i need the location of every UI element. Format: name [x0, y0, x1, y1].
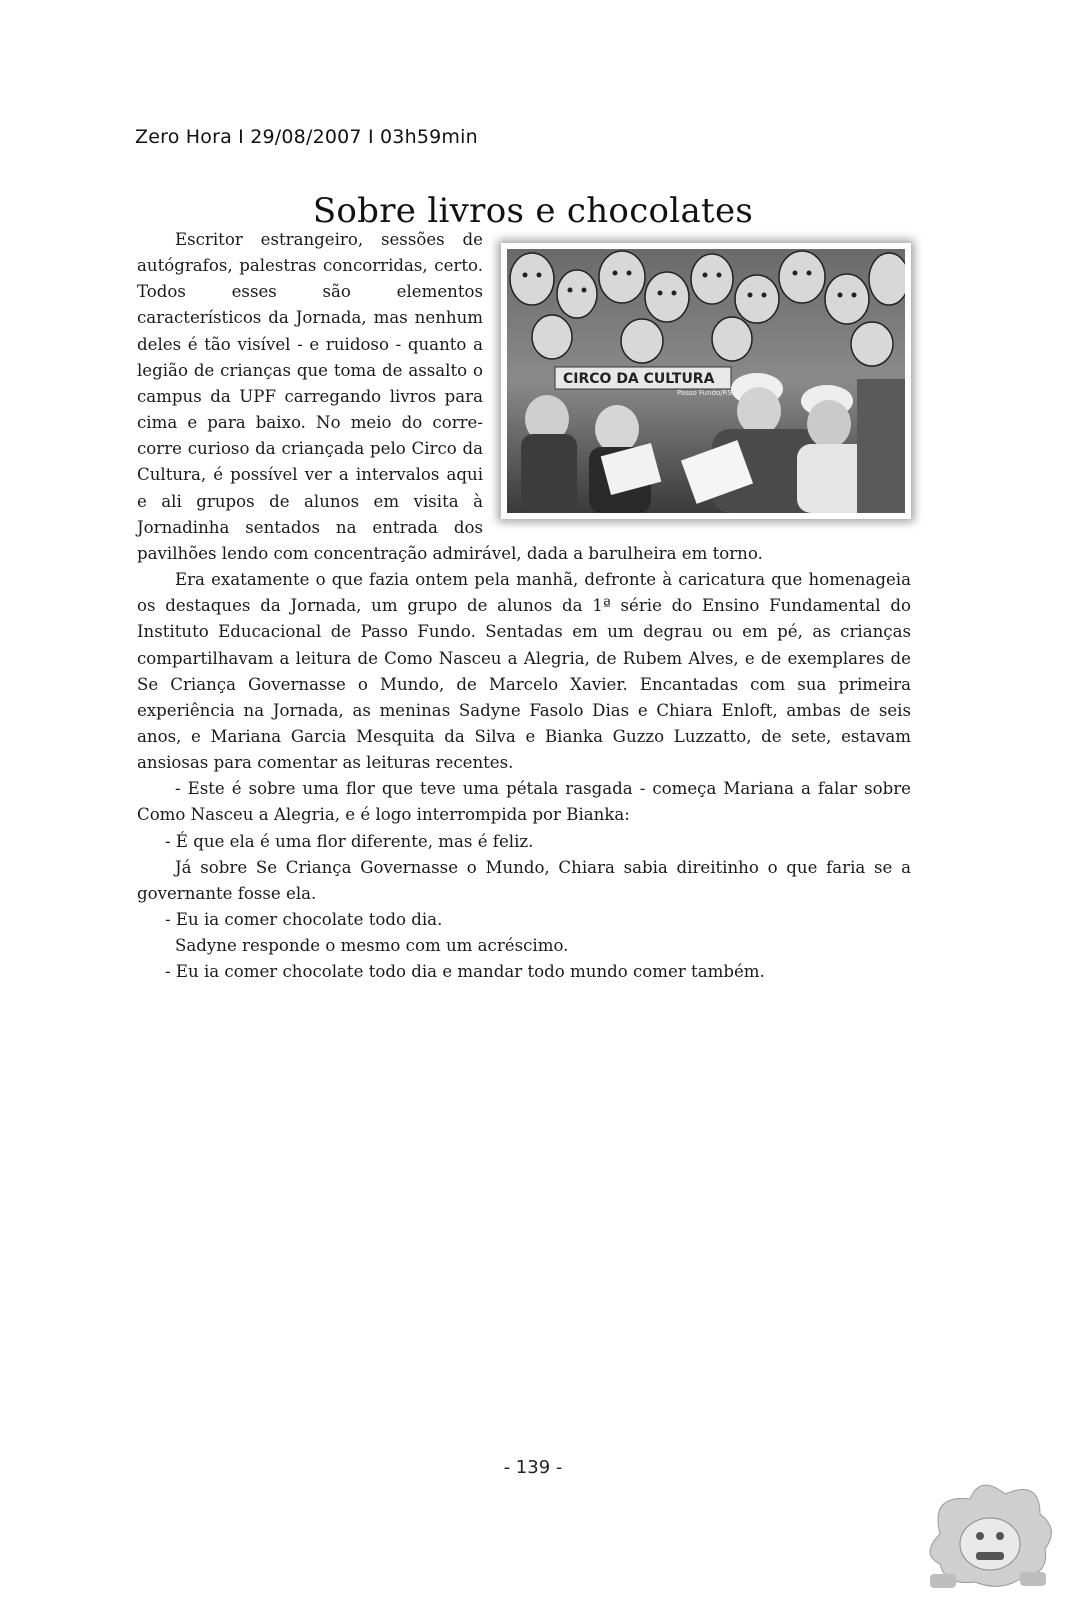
paragraph: Era exatamente o que fazia ontem pela manhã, defronte à caricatura que homenageia os destaques da Jornada, um grupo de alunos da 1ª série do Ensino Fundamental do Instituto Educacional de Passo Fundo. Sentadas em um degrau ou em pé, as crianças compartilhavam a leitura de Como Nasceu a Alegria, de Rubem Alves, e de exemplares de Se Criança Governasse o Mundo, de Marcelo Xavier. Encantadas com sua primeira experiência na Jornada, as meninas Sadyne Fasolo Dias e Chiara Enloft, ambas de seis anos, e Mariana Garcia Mesquita da Silva e Bianka Guzzo Luzzatto, de sete, estavam ansiosas para comentar as leituras recentes. — [137, 570, 911, 773]
dialogue-line: - Eu ia comer chocolate todo dia e mandar todo mundo comer também. — [165, 962, 765, 982]
mascot-illustration — [910, 1474, 1060, 1594]
photo-banner-sub: Passo Fundo/RS — [677, 389, 732, 397]
paragraph: Sadyne responde o mesmo com um acréscimo. — [175, 936, 569, 956]
article-photo — [507, 249, 905, 513]
dialogue-paragraph: - Este é sobre uma flor que teve uma pétala rasgada - começa Mariana a falar sobre Como Nasceu a Alegria, e é logo interrompida por Bianka: — [137, 779, 911, 825]
article-body — [137, 227, 911, 986]
source-line: Zero Hora I 29/08/2007 I 03h59min — [135, 126, 478, 148]
page-number: - 139 - — [503, 1457, 563, 1478]
photo-banner-text: CIRCO DA CULTURA — [563, 371, 715, 387]
dialogue-line: - Eu ia comer chocolate todo dia. — [165, 910, 443, 930]
article-title: Sobre livros e chocolates — [312, 190, 754, 231]
dialogue-line: - É que ela é uma flor diferente, mas é feliz. — [165, 831, 534, 851]
paragraph: Já sobre Se Criança Governasse o Mundo, Chiara sabia direitinho o que faria se a governante fosse ela. — [137, 857, 911, 903]
paragraph: Escritor estrangeiro, sessões de autógrafos, palestras concorridas, certo. Todos esses são elementos característicos da Jornada, mas nenhum deles é tão visível - e ruidoso - quanto a legião de crianças que toma de assalto o campus da UPF carregando livros para cima e para baixo. No meio do corre-corre curioso da criançada pelo Circo da Cultura, é possível ver a intervalos aqui e ali grupos de alunos em visita à Jornadinha sentados na entrada dos pavilhões lendo com concentração admirável, dada a barulheira em torno. — [137, 230, 763, 563]
article-photo-frame — [501, 243, 911, 519]
